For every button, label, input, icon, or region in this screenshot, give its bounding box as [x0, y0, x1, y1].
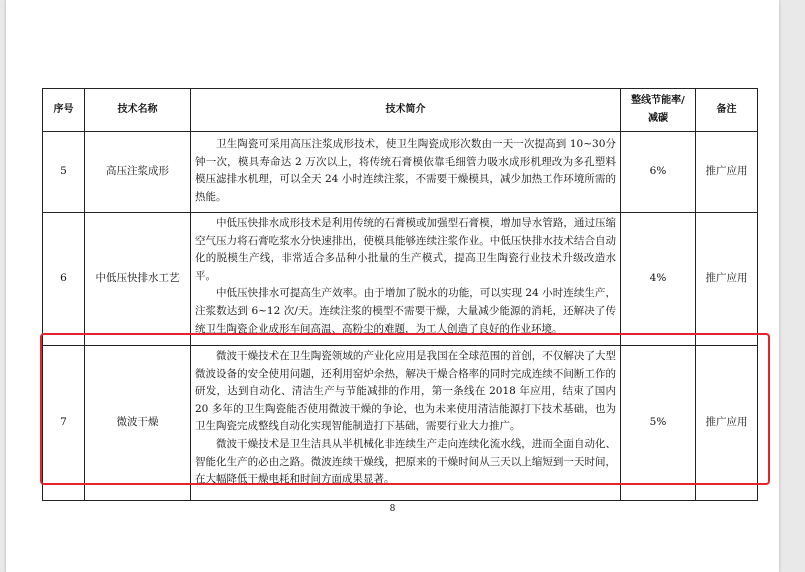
cell-note: 推广应用 [696, 346, 758, 501]
intro-paragraph: 微波干燥技术是卫生洁具从半机械化非连续生产走向连续化流水线，进而全面自动化、智能化生产的必由之路。微波连续干燥线，把原来的干燥时间从三天以上缩短到一天时间，在大幅降低干燥电耗和时间方面成果显著。 [195, 437, 616, 486]
cell-intro [191, 132, 621, 213]
cell-saving: 5% [621, 346, 696, 501]
cell-name: 微波干燥 [85, 346, 191, 501]
header-note: 备注 [696, 89, 758, 132]
cell-intro [191, 346, 621, 501]
cell-intro [191, 213, 621, 346]
cell-no: 7 [43, 346, 85, 501]
cell-name: 中低压快排水工艺 [85, 213, 191, 346]
cell-note: 推广应用 [696, 132, 758, 213]
header-no: 序号 [43, 89, 85, 132]
technology-table [42, 88, 758, 501]
table-row [43, 213, 758, 346]
header-saving-line1: 整线节能率/ [631, 95, 685, 107]
cell-note: 推广应用 [696, 213, 758, 346]
header-intro: 技术简介 [191, 89, 621, 132]
header-saving [621, 89, 696, 132]
cell-name: 高压注浆成形 [85, 132, 191, 213]
table-row-highlighted [43, 346, 758, 501]
cell-saving: 6% [621, 132, 696, 213]
page-number: 8 [389, 504, 396, 514]
cell-no: 6 [43, 213, 85, 346]
intro-paragraph: 中低压快排水可提高生产效率。由于增加了脱水的功能，可以实现 24 小时连续生产，注浆数达到 6~12 次/天。连续注浆的模型不需要干燥，大量减少能源的消耗，还解决了传统卫生陶瓷企业成形车间高温、高粉尘的难题，为工人创造了良好的作业环境。 [195, 287, 616, 335]
cell-saving: 4% [621, 213, 696, 346]
intro-paragraph: 中低压快排水成形技术是利用传统的石膏模或加强型石膏模，增加导水管路，通过压缩空气压力将石膏吃浆水分快速排出，使模具能够连续注浆作业。中低压快排水技术结合自动化的脱模生产线，非常适合多品种小批量的生产模式，提高卫生陶瓷行业技术升级改造水平。 [195, 217, 616, 282]
table-header-row [43, 89, 758, 132]
intro-paragraph: 卫生陶瓷可采用高压注浆成形技术，使卫生陶瓷成形次数由一天一次提高到 10~30分钟一次，模具寿命达 2 万次以上，将传统石膏模依靠毛细管力吸水成形机理改为多孔塑料模压滤排水机理，可以全天 24 小时连续注浆，不需要干燥模具，减少加热工作环境所需的热能。 [195, 138, 616, 203]
intro-paragraph: 微波干燥技术在卫生陶瓷领域的产业化应用是我国在全球范围的首创，不仅解决了大型微波设备的安全使用问题，还利用窑炉余热，解决干燥合格率的同时完成连续不间断工作的研发，达到自动化、清洁生产与节能减排的作用，第一条线在 2018 年应用，结束了国内 20 多年的卫生陶瓷能否使用微波干燥的争论，也为未来使用清洁能源打下技术基础，也为卫生陶瓷完成整线自动化实现智能制造打下基础，需要行业大力推广。 [195, 350, 616, 433]
cell-no: 5 [43, 132, 85, 213]
header-saving-line2: 减碳 [648, 113, 668, 124]
document-page [6, 0, 779, 572]
table-row [43, 132, 758, 213]
header-name: 技术名称 [85, 89, 191, 132]
